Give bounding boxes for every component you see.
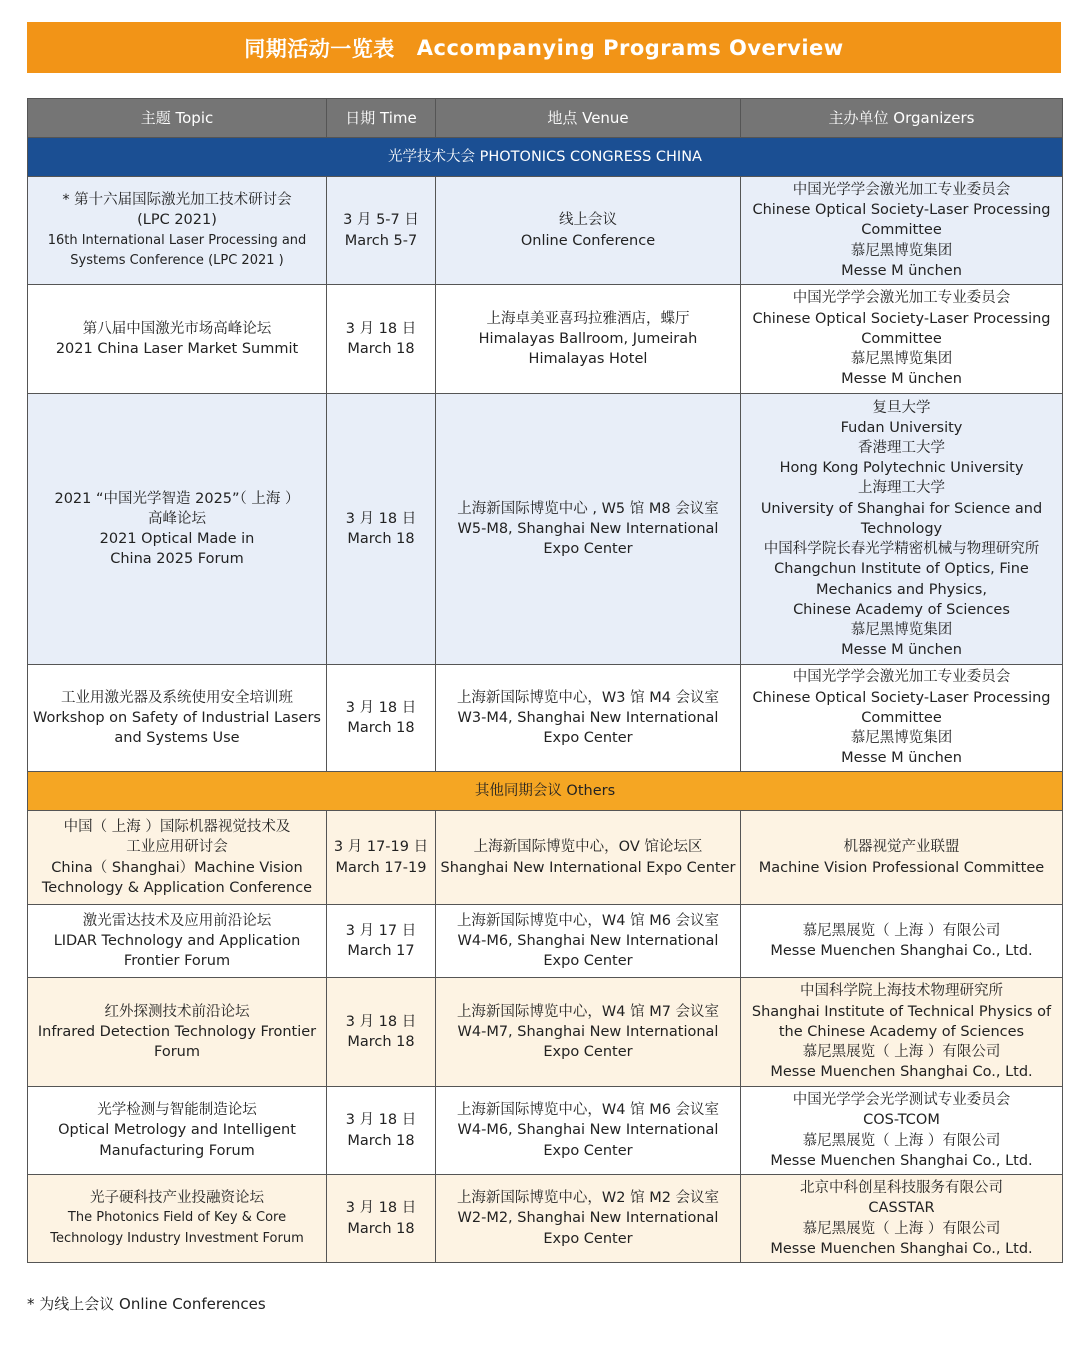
time-cell xyxy=(327,905,436,978)
organizers-line: 慕尼黑展览（ 上海 ）有限公司 xyxy=(802,1044,1001,1061)
time-line: 3 月 18 日 xyxy=(345,699,417,716)
topic-line: Systems Conference (LPC 2021 ) xyxy=(70,252,284,268)
time-line: March 18 xyxy=(347,1220,415,1237)
organizers-line: Chinese Academy of Sciences xyxy=(793,601,1010,618)
table-row xyxy=(28,905,1063,978)
organizers-line: Chinese Optical Society-Laser Processing xyxy=(752,689,1051,706)
organizers-line: Messe Muenchen Shanghai Co., Ltd. xyxy=(770,1152,1033,1169)
header-venue: 地点 Venue xyxy=(436,99,741,138)
organizers-line: 中国光学学会激光加工专业委员会 xyxy=(792,290,1011,307)
table-row xyxy=(28,665,1063,772)
table-header-row xyxy=(28,99,1063,138)
topic-cell xyxy=(28,665,327,772)
time-line: 3 月 18 日 xyxy=(345,1013,417,1030)
venue-line: W5-M8, Shanghai New International xyxy=(457,520,719,537)
organizers-cell xyxy=(741,978,1063,1087)
topic-line: 激光雷达技术及应用前沿论坛 xyxy=(82,912,272,929)
topic-line: Manufacturing Forum xyxy=(99,1142,255,1159)
venue-line: Expo Center xyxy=(543,1142,633,1159)
time-cell xyxy=(327,978,436,1087)
time-line: 3 月 18 日 xyxy=(345,1200,417,1217)
organizers-line: 中国科学院长春光学精密机械与物理研究所 xyxy=(763,541,1040,558)
topic-cell xyxy=(28,1087,327,1175)
venue-line: W4-M6, Shanghai New International xyxy=(457,932,719,949)
venue-cell xyxy=(436,177,741,285)
time-cell xyxy=(327,1087,436,1175)
topic-line: 工业应用研讨会 xyxy=(126,839,228,856)
organizers-cell xyxy=(741,394,1063,665)
topic-line: Technology Industry Investment Forum xyxy=(50,1230,304,1246)
venue-line: 上海新国际博览中心，OV 馆论坛区 xyxy=(473,839,703,856)
venue-line: W3-M4, Shanghai New International xyxy=(457,709,719,726)
table-row xyxy=(28,394,1063,665)
table-row xyxy=(28,1175,1063,1263)
topic-line: 第八届中国激光市场高峰论坛 xyxy=(82,320,272,337)
venue-line: 上海新国际博览中心 , W5 馆 M8 会议室 xyxy=(457,500,719,517)
organizers-line: Messe M ünchen xyxy=(841,371,962,388)
organizers-line: Technology xyxy=(860,520,943,537)
topic-line: Frontier Forum xyxy=(123,953,231,970)
table-row xyxy=(28,177,1063,285)
time-line: 3 月 18 日 xyxy=(345,320,417,337)
venue-cell xyxy=(436,978,741,1087)
time-cell xyxy=(327,811,436,905)
topic-line: Infrared Detection Technology Frontier xyxy=(37,1023,317,1040)
topic-line: 高峰论坛 xyxy=(148,510,206,527)
section-title: 光学技术大会 PHOTONICS CONGRESS CHINA xyxy=(28,138,1063,177)
venue-cell xyxy=(436,811,741,905)
organizers-line: Messe M ünchen xyxy=(841,642,962,659)
venue-line: 上海卓美亚喜玛拉雅酒店，蝶厅 xyxy=(486,310,690,327)
organizers-line: Committee xyxy=(861,222,942,239)
time-line: March 18 xyxy=(347,1132,415,1149)
venue-line: Expo Center xyxy=(543,1230,633,1247)
time-line: 3 月 18 日 xyxy=(345,1112,417,1129)
organizers-line: Shanghai Institute of Technical Physics of xyxy=(751,1003,1052,1020)
organizers-cell xyxy=(741,811,1063,905)
organizers-line: Changchun Institute of Optics, Fine xyxy=(774,561,1029,578)
venue-line: Shanghai New International Expo Center xyxy=(440,859,736,876)
organizers-line: 中国光学学会光学测试专业委员会 xyxy=(792,1092,1011,1109)
time-line: 3 月 17-19 日 xyxy=(333,839,429,856)
table-row xyxy=(28,978,1063,1087)
header-organizers: 主办单位 Organizers xyxy=(741,99,1063,138)
organizers-cell xyxy=(741,285,1063,394)
venue-cell xyxy=(436,394,741,665)
topic-cell xyxy=(28,978,327,1087)
organizers-line: Chinese Optical Society-Laser Processing xyxy=(752,202,1051,219)
venue-cell xyxy=(436,665,741,772)
title-banner xyxy=(27,22,1061,73)
topic-line: Technology & Application Conference xyxy=(41,879,313,896)
organizers-line: the Chinese Academy of Sciences xyxy=(778,1023,1025,1040)
table-row xyxy=(28,285,1063,394)
topic-line: LIDAR Technology and Application xyxy=(53,932,301,949)
venue-line: 上海新国际博览中心，W4 馆 M6 会议室 xyxy=(456,912,720,929)
venue-cell xyxy=(436,1087,741,1175)
topic-cell xyxy=(28,905,327,978)
table-row xyxy=(28,1087,1063,1175)
topic-line: 2021 China Laser Market Summit xyxy=(55,341,299,357)
venue-line: W2-M2, Shanghai New International xyxy=(457,1210,719,1227)
table-body xyxy=(28,138,1063,1263)
topic-line: 工业用激光器及系统使用安全培训班 xyxy=(61,689,293,706)
organizers-line: 复旦大学 xyxy=(872,399,931,416)
topic-line: 16th International Laser Processing and xyxy=(47,232,307,248)
header-time: 日期 Time xyxy=(327,99,436,138)
section-header-row xyxy=(28,138,1063,177)
organizers-line: 慕尼黑博览集团 xyxy=(850,242,953,259)
organizers-line: 中国科学院上海技术物理研究所 xyxy=(800,983,1003,1000)
banner-title-en: Accompanying Programs Overview xyxy=(416,35,844,60)
organizers-line: Mechanics and Physics, xyxy=(816,581,987,598)
topic-line: 光学检测与智能制造论坛 xyxy=(97,1102,257,1119)
topic-cell xyxy=(28,177,327,285)
organizers-line: University of Shanghai for Science and xyxy=(760,500,1043,517)
venue-cell xyxy=(436,905,741,978)
topic-line: * 第十六届国际激光加工技术研讨会 xyxy=(62,192,292,209)
topic-line: The Photonics Field of Key & Core xyxy=(67,1210,287,1226)
time-line: March 17 xyxy=(347,943,415,959)
organizers-line: Chinese Optical Society-Laser Processing xyxy=(752,310,1051,327)
time-line: 3 月 17 日 xyxy=(345,922,417,939)
organizers-cell xyxy=(741,905,1063,978)
time-line: March 18 xyxy=(347,341,415,357)
topic-line: 2021 Optical Made in xyxy=(99,531,255,547)
organizers-line: 慕尼黑展览（ 上海 ）有限公司 xyxy=(802,1132,1001,1149)
venue-line: 上海新国际博览中心，W4 馆 M6 会议室 xyxy=(456,1102,720,1119)
organizers-line: 慕尼黑博览集团 xyxy=(850,351,953,368)
organizers-line: Committee xyxy=(861,709,942,726)
organizers-line: 慕尼黑博览集团 xyxy=(850,730,953,747)
table-row xyxy=(28,811,1063,905)
organizers-line: 慕尼黑展览（ 上海 ）有限公司 xyxy=(802,1220,1001,1237)
venue-line: Expo Center xyxy=(543,730,633,747)
venue-line: Expo Center xyxy=(543,541,633,558)
organizers-line: Hong Kong Polytechnic University xyxy=(779,460,1024,477)
section-header-row xyxy=(28,772,1063,811)
organizers-line: 中国光学学会激光加工专业委员会 xyxy=(792,181,1011,198)
time-line: March 18 xyxy=(347,720,415,736)
topic-line: 中国（ 上海 ）国际机器视觉技术及 xyxy=(63,819,291,836)
venue-cell xyxy=(436,1175,741,1263)
organizers-line: 香港理工大学 xyxy=(858,440,945,457)
venue-line: 上海新国际博览中心，W2 馆 M2 会议室 xyxy=(456,1190,720,1207)
venue-line: Expo Center xyxy=(543,1044,633,1061)
organizers-line: CASSTAR xyxy=(868,1200,935,1217)
topic-line: 红外探测技术前沿论坛 xyxy=(104,1003,250,1020)
organizers-line: Messe Muenchen Shanghai Co., Ltd. xyxy=(770,943,1033,959)
topic-cell xyxy=(28,285,327,394)
time-cell xyxy=(327,665,436,772)
topic-line: China 2025 Forum xyxy=(110,551,244,568)
topic-cell xyxy=(28,394,327,665)
organizers-line: 中国光学学会激光加工专业委员会 xyxy=(792,669,1011,686)
organizers-line: COS-TCOM xyxy=(863,1112,940,1129)
topic-line: and Systems Use xyxy=(114,730,240,747)
venue-line: W4-M6, Shanghai New International xyxy=(457,1122,719,1139)
organizers-line: Machine Vision Professional Committee xyxy=(758,859,1045,876)
time-cell xyxy=(327,394,436,665)
header-topic: 主题 Topic xyxy=(28,99,327,138)
organizers-cell xyxy=(741,665,1063,772)
venue-line: Himalayas Ballroom, Jumeirah xyxy=(478,330,698,347)
venue-cell xyxy=(436,285,741,394)
topic-line: (LPC 2021) xyxy=(137,212,217,229)
venue-line: Expo Center xyxy=(543,953,633,970)
time-line: March 18 xyxy=(347,531,415,547)
organizers-line: Messe Muenchen Shanghai Co., Ltd. xyxy=(770,1064,1033,1081)
time-cell xyxy=(327,177,436,285)
organizers-line: 慕尼黑博览集团 xyxy=(850,621,953,638)
venue-line: W4-M7, Shanghai New International xyxy=(457,1023,719,1040)
organizers-line: Messe M ünchen xyxy=(841,750,962,767)
banner-title-zh: 同期活动一览表 xyxy=(244,36,395,61)
topic-line: Optical Metrology and Intelligent xyxy=(58,1122,296,1139)
organizers-line: 慕尼黑展览（ 上海 ）有限公司 xyxy=(802,922,1001,939)
topic-line: China（ Shanghai）Machine Vision xyxy=(51,859,303,876)
organizers-line: Fudan University xyxy=(840,419,963,436)
topic-line: 2021 “中国光学智造 2025”（ 上海 ） xyxy=(54,490,300,507)
time-line: 3 月 5-7 日 xyxy=(343,212,419,229)
time-line: March 5-7 xyxy=(344,232,418,249)
time-line: 3 月 18 日 xyxy=(345,510,417,527)
organizers-line: Messe Muenchen Shanghai Co., Ltd. xyxy=(770,1240,1033,1257)
topic-cell xyxy=(28,1175,327,1263)
organizers-line: 机器视觉产业联盟 xyxy=(843,839,960,856)
footnote: * 为线上会议 Online Conferences xyxy=(27,1295,266,1313)
organizers-cell xyxy=(741,177,1063,285)
organizers-cell xyxy=(741,1087,1063,1175)
venue-line: 上海新国际博览中心，W3 馆 M4 会议室 xyxy=(456,689,720,706)
time-cell xyxy=(327,1175,436,1263)
topic-line: Workshop on Safety of Industrial Lasers xyxy=(33,709,321,726)
topic-line: 光子硬科技产业投融资论坛 xyxy=(90,1190,264,1207)
organizers-line: 北京中科创星科技服务有限公司 xyxy=(800,1180,1003,1197)
organizers-cell xyxy=(741,1175,1063,1263)
section-title: 其他同期会议 Others xyxy=(28,772,1063,811)
venue-line: Himalayas Hotel xyxy=(528,351,648,368)
venue-line: 线上会议 xyxy=(559,212,617,229)
topic-cell xyxy=(28,811,327,905)
organizers-line: Committee xyxy=(861,330,942,347)
programs-table xyxy=(27,98,1063,1263)
time-cell xyxy=(327,285,436,394)
time-line: March 18 xyxy=(347,1034,415,1050)
time-line: March 17-19 xyxy=(335,859,427,876)
venue-line: 上海新国际博览中心，W4 馆 M7 会议室 xyxy=(456,1003,720,1020)
organizers-line: 上海理工大学 xyxy=(858,480,945,497)
topic-line: Forum xyxy=(154,1044,200,1061)
organizers-line: Messe M ünchen xyxy=(841,262,962,279)
venue-line: Online Conference xyxy=(520,232,656,249)
